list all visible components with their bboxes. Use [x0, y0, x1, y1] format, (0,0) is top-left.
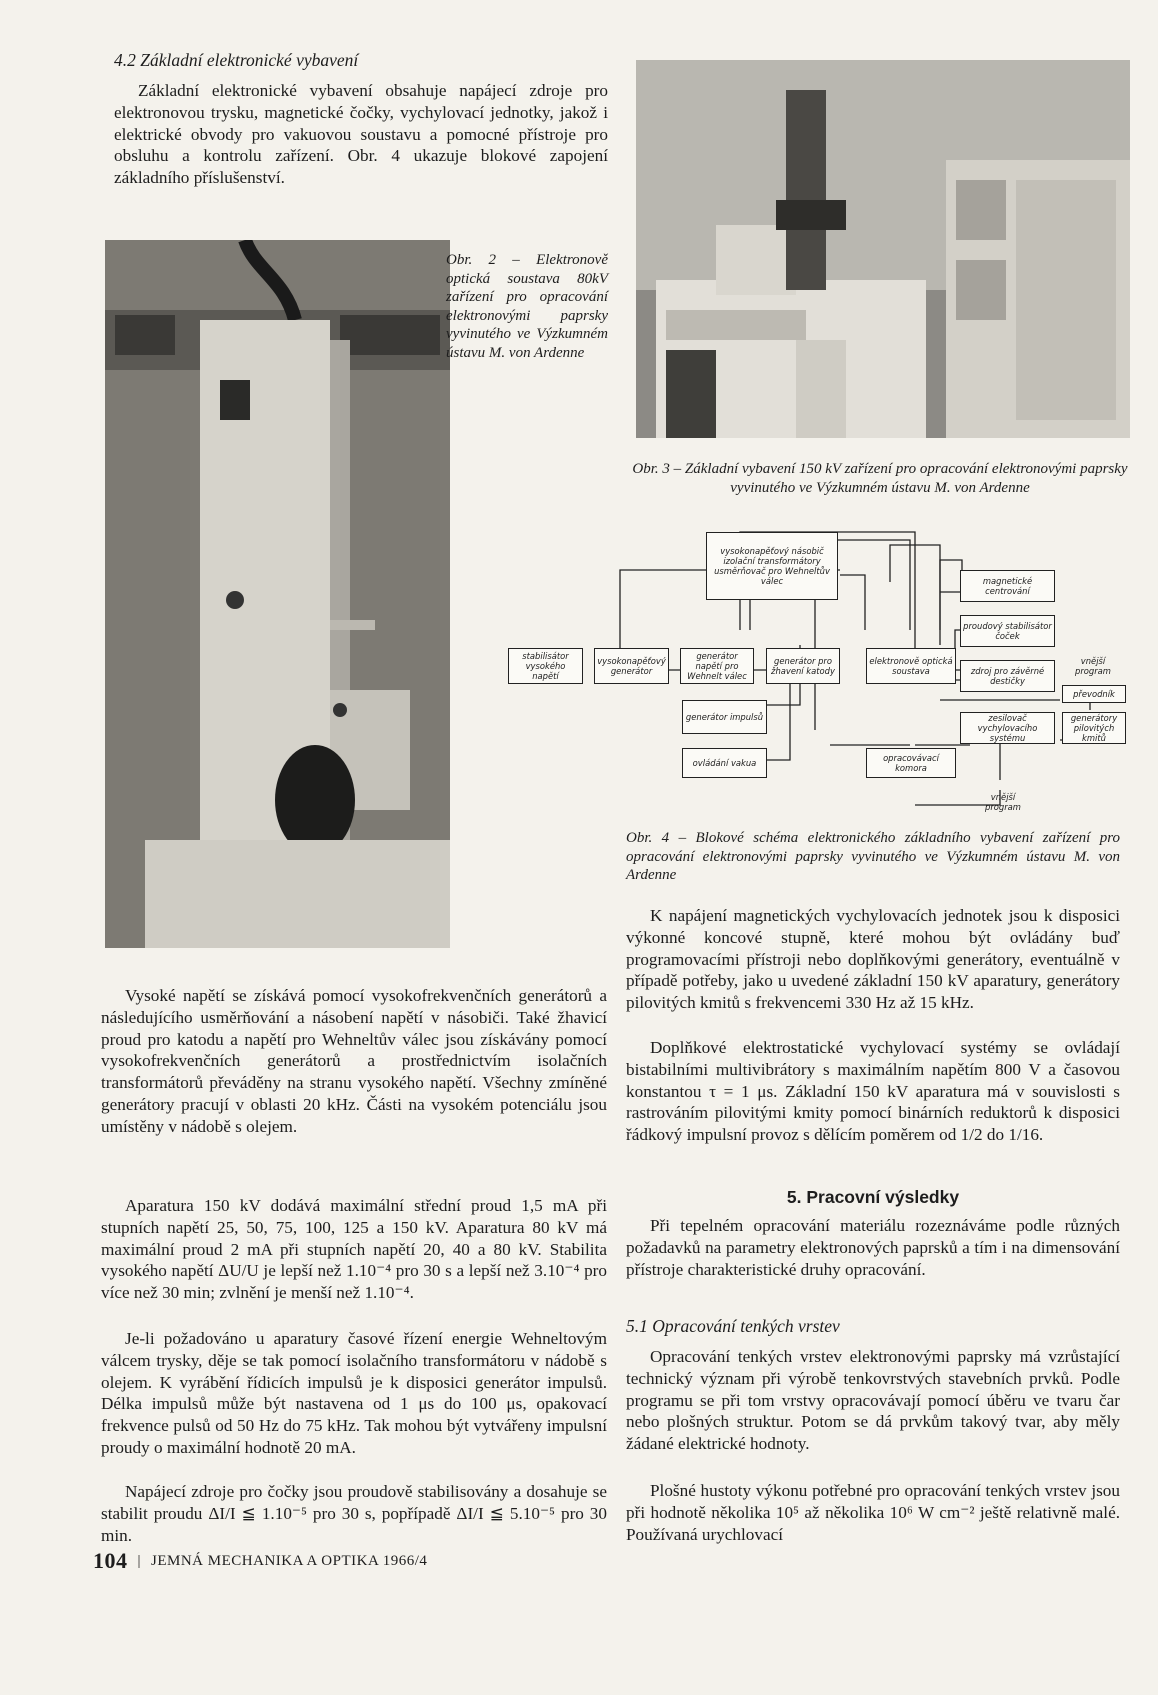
right-paragraph-2: Doplňkové elektrostatické vychylovací systémy se ovládají bistabilními multivibrátory s maximálním napětím 800 V a časovou konstantou τ = 1 μs. Základní 150 kV aparatura má v souvislosti s rastrováním pilovitými kmity pomocí binárních reduktorů k disposici řádkový impulsní provoz s dělícím poměrem od 1/2 do 1/16. [626, 1038, 1120, 1145]
right-paragraph-1: K napájení magnetických vychylovacích jednotek jsou k disposici výkonné koncové stupně, které mohou být ovládány buď programovacími přístroji nebo doplňkovými generátory, eventuálně v případě potřeby, jako u uvedené základní 150 kV aparatury, generátory pilovitých kmitů s frekvencemi 330 Hz až 15 kHz. [626, 906, 1120, 1013]
left-paragraph-2: Aparatura 150 kV dodává maximální střední proud 1,5 mA při stupních napětí 25, 50, 75, 100, 125 a 150 kV. Aparatura 80 kV má maximální proud 2 mA při stupních napětí 20, 40 a 80 kV. Stabilita vysokého napětí ΔU/U je lepší než 1.10⁻⁴ pro 30 s a lepší než 3.10⁻⁴ pro více než 30 min; zvlnění je menší než 1.10⁻⁴. [101, 1196, 607, 1303]
hv-generator-block: vysokonapěťový generátor [594, 648, 669, 684]
converter-block: převodník [1062, 685, 1126, 703]
right-paragraph-5: Plošné hustoty výkonu potřebné pro opracování tenkých vrstev jsou při hodnotě několika 10⁵ až několika 10⁶ W cm⁻² ještě relativně malé. Používaná urychlovací [626, 1481, 1120, 1544]
section-5-1-title: 5.1 Opracování tenkých vrstev [626, 1316, 840, 1336]
deflection-amp-block: zesilovač vychylovacího systému [960, 712, 1055, 744]
left-paragraph-4: Napájecí zdroje pro čočky jsou proudově stabilisovány a dosahuje se stabilit proudu ΔI/I ≦ 1.10⁻⁵ pro 30 s, popřípadě ΔI/I ≦ 5.10⁻⁵ pro 30 min. [101, 1482, 607, 1545]
footer-divider: | [137, 1552, 142, 1569]
pulse-generator-block: generátor impulsů [682, 700, 767, 734]
figure-3-photo [636, 60, 1130, 438]
vacuum-control-block: ovládání vakua [682, 748, 767, 778]
external-program-label-1: vnější program [1075, 656, 1111, 676]
sawtooth-generator-block: generátory pilovitých kmitů [1062, 712, 1126, 744]
external-program-label-2: vnější program [985, 792, 1021, 812]
intro-paragraph: Základní elektronické vybavení obsahuje napájecí zdroje pro elektronovou trysku, magnetické čočky, vychylovací jednotky, jakož i elektrické obvody pro vakuovou soustavu a pomocné přístroje pro obsluhu a kontrolu zařízení. Obr. 4 ukazuje blokové zapojení základního příslušenství. [114, 81, 608, 188]
stabilizer-block: stabilisátor vysokého napětí [508, 648, 583, 684]
figure-2-caption: Obr. 2 – Elektronově optická soustava 80kV zařízení pro opracování elektronovými paprsky vyvinutého ve Výzkumném ústavu M. von Ardenne [446, 252, 608, 361]
left-paragraph-3: Je-li požadováno u aparatury časové řízení energie Wehneltovým válcem trysky, děje se tak pomocí isolačního transformátoru v nádobě s olejem. K vyrábění řídicích impulsů je k disposici generátor impulsů. Délka impulsů může být nastavena od 1 μs do 100 μs, opakovací frekvence pulsů od 50 Hz do 75 kHz. Tak mohou být vytvářeny impulsní proudy o maximální hodnotě 20 mA. [101, 1329, 607, 1457]
right-paragraph-4: Opracování tenkých vrstev elektronovými paprsky má vzrůstající technický význam při výrobě tenkovrstvých stavebních prvků. Podle programu se při tom vrstvy opracovávají pomocí úběru ve tvaru čar nebo plošných struktur. Potom se dá prvkům takový tvar, aby měly žádané elektrické hodnoty. [626, 1347, 1120, 1454]
figure-3-caption: Obr. 3 – Základní vybavení 150 kV zařízení pro opracování elektronovými paprsky vyvinutého ve Výzkumném ústavu M. von Ardenne [632, 461, 1128, 496]
shutter-plate-block: zdroj pro závěrné destičky [960, 660, 1055, 692]
figure-4-caption: Obr. 4 – Blokové schéma elektronického základního vybavení zařízení pro opracování elektronovými paprsky vyvinutého ve Výzkumném ústavu M. von Ardenne [626, 830, 1120, 883]
current-stabilizer-block: proudový stabilisátor čoček [960, 615, 1055, 647]
magnetic-centering-block: magnetické centrování [960, 570, 1055, 602]
optics-block: elektronově optická soustava [866, 648, 956, 684]
basic-equipment-illustration [636, 60, 1130, 438]
journal-title: JEMNÁ MECHANIKA A OPTIKA 1966/4 [151, 1552, 428, 1569]
section-4-2-title: 4.2 Základní elektronické vybavení [114, 50, 359, 70]
left-paragraph-1: Vysoké napětí se získává pomocí vysokofrekvenčních generátorů a následujícího usměrňování a násobení napětí v násobiči. Také žhavicí proud pro katodu a napětí pro Wehneltův válec jsou získávány pomocí vysokofrekvenčních generátorů a prostřednictvím isolačních transformátorů převáděny na stranu vysokého napětí. Všechny zmíněné generátory pracují v oblasti 20 kHz. Části na vysokém potenciálu jsou umístěny v nádobě s olejem. [101, 986, 607, 1136]
page-number: 104 [93, 1548, 128, 1573]
right-paragraph-3: Při tepelném opracování materiálu rozeznáváme podle různých požadavků na parametry elektronových paprsků a tím i na dimensování přístroje charakteristické druhy opracování. [626, 1216, 1120, 1279]
work-chamber-block: opracovávací komora [866, 748, 956, 778]
electron-optics-column-illustration [105, 240, 450, 948]
wehnelt-generator-block: generátor napětí pro Wehnelt válec [680, 648, 754, 684]
section-5-title: 5. Pracovní výsledky [786, 1187, 960, 1207]
figure-2-photo [105, 240, 450, 948]
hv-multiplier-block: vysokonapěťový násobič izolační transformátory usměrňovač pro Wehneltův válec [706, 532, 838, 600]
heating-generator-block: generátor pro žhavení katody [766, 648, 840, 684]
footer [93, 1548, 427, 1574]
figure-4-block-diagram [500, 530, 1128, 820]
